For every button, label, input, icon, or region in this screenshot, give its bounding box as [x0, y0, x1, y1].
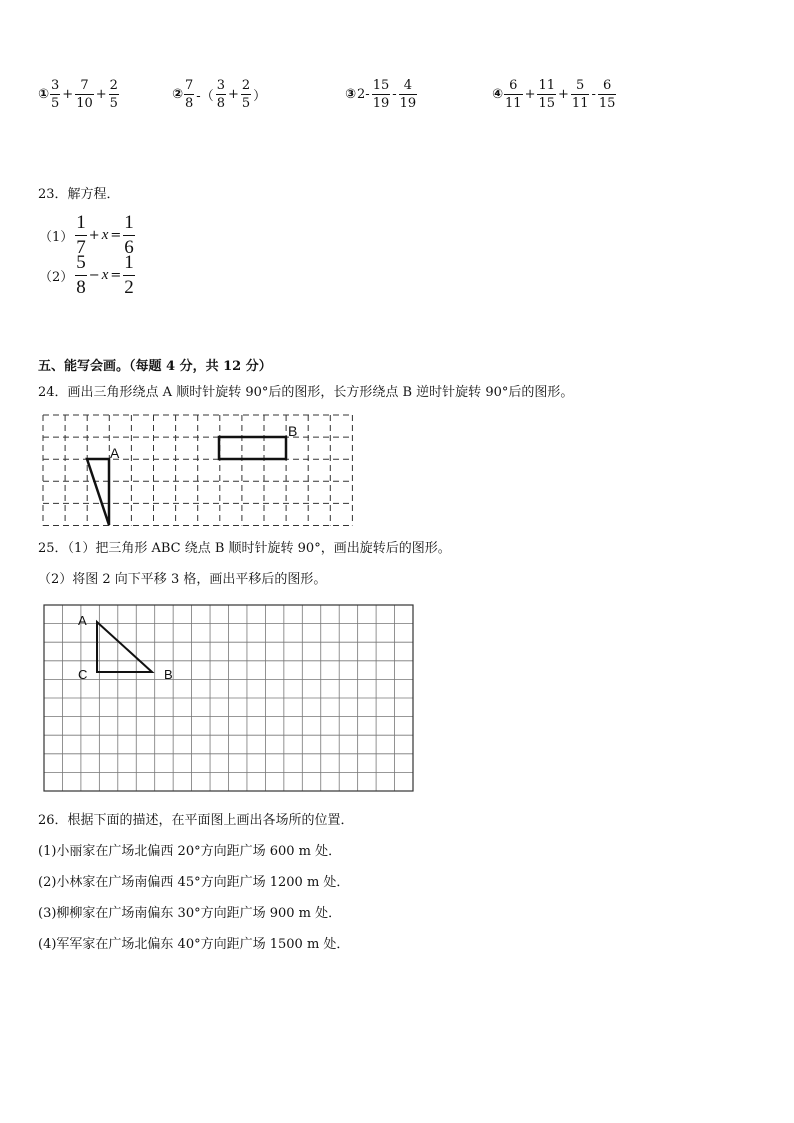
- fraction: $\frac{11}{15}$: [538, 78, 556, 111]
- fraction: $\frac{5}{11}$: [571, 78, 589, 111]
- calc-marker: ④: [492, 87, 504, 102]
- fraction: $\frac{1}{2}$: [124, 252, 134, 298]
- q24-label-a: A: [110, 445, 120, 461]
- fraction: $\frac{3}{5}$: [51, 78, 60, 111]
- q26-title: 26．根据下面的描述，在平面图上画出各场所的位置．: [38, 813, 354, 828]
- q24-triangle: [87, 459, 109, 525]
- equation-label: （2）: [39, 270, 74, 285]
- q26-item-1: (1)小丽家在广场北偏西 20°方向距广场 600 m 处．: [38, 844, 342, 859]
- equals-sign: =: [110, 228, 122, 243]
- q26-item-4: (4)军军家在广场北偏东 40°方向距广场 1500 m 处．: [38, 937, 350, 952]
- fraction: $\frac{5}{8}$: [76, 252, 86, 298]
- fraction: $\frac{1}{6}$: [124, 212, 134, 258]
- calc-item-1: [38, 78, 120, 111]
- operator: -: [392, 87, 397, 102]
- fraction: $\frac{7}{10}$: [76, 78, 93, 111]
- operator: +: [62, 87, 74, 102]
- calc-marker: ①: [38, 87, 50, 102]
- q24-text: 24．画出三角形绕点 A 顺时针旋转 90°后的图形，长方形绕点 B 逆时针旋转 90°后的图形。: [38, 385, 574, 400]
- fraction: $\frac{4}{19}$: [399, 78, 417, 111]
- fraction: $\frac{3}{8}$: [216, 78, 225, 111]
- q25-text-1: 25．（1）把三角形 ABC 绕点 B 顺时针旋转 90°，画出旋转后的图形。: [38, 541, 451, 556]
- operator: −: [88, 268, 100, 283]
- operator: 2-: [357, 87, 370, 102]
- q25-label-b: B: [164, 667, 173, 682]
- variable: x: [101, 227, 109, 243]
- operator: +: [95, 87, 107, 102]
- fraction: $\frac{6}{15}$: [598, 78, 616, 111]
- q26-item-3: (3)柳柳家在广场南偏东 30°方向距广场 900 m 处．: [38, 906, 342, 921]
- section-5-title: 五、能写会画。（每题 4 分，共 12 分）: [38, 359, 272, 374]
- operator: +: [88, 228, 100, 243]
- operator: ）: [253, 89, 267, 104]
- equals-sign: =: [110, 268, 122, 283]
- q25-square-grid: [40, 602, 418, 794]
- q25-text-2: （2）将图 2 向下平移 3 格，画出平移后的图形。: [38, 572, 327, 587]
- calc-item-4: [492, 78, 617, 111]
- fraction: $\frac{2}{5}$: [241, 78, 251, 111]
- calc-item-2: [172, 78, 267, 111]
- q26-item-2: (2)小林家在广场南偏西 45°方向距广场 1200 m 处．: [38, 875, 350, 890]
- q25-label-a: A: [78, 613, 87, 628]
- operator: -: [591, 87, 596, 102]
- fraction: $\frac{2}{5}$: [109, 78, 118, 111]
- q23-equation-2: [38, 252, 136, 299]
- fraction: $\frac{6}{11}$: [505, 78, 522, 111]
- q25-label-c: C: [78, 667, 88, 682]
- equation-label: （1）: [39, 230, 74, 245]
- operator: +: [227, 87, 239, 102]
- variable: x: [101, 267, 109, 283]
- fraction: $\frac{7}{8}$: [185, 78, 194, 111]
- operator: +: [558, 87, 569, 102]
- q23-title: 23．解方程．: [38, 187, 120, 202]
- fraction: $\frac{15}{19}$: [372, 78, 390, 111]
- q25-triangle-abc: [97, 622, 152, 672]
- q24-label-b: B: [288, 423, 298, 439]
- calc-marker: ②: [172, 87, 184, 102]
- operator: -（: [196, 89, 214, 104]
- operator: +: [524, 87, 536, 102]
- q24-dashed-grid: [40, 412, 356, 530]
- calc-marker: ③: [345, 87, 357, 102]
- fraction: $\frac{1}{7}$: [76, 212, 86, 258]
- calc-item-3: [345, 78, 418, 111]
- q24-rectangle: [219, 437, 286, 459]
